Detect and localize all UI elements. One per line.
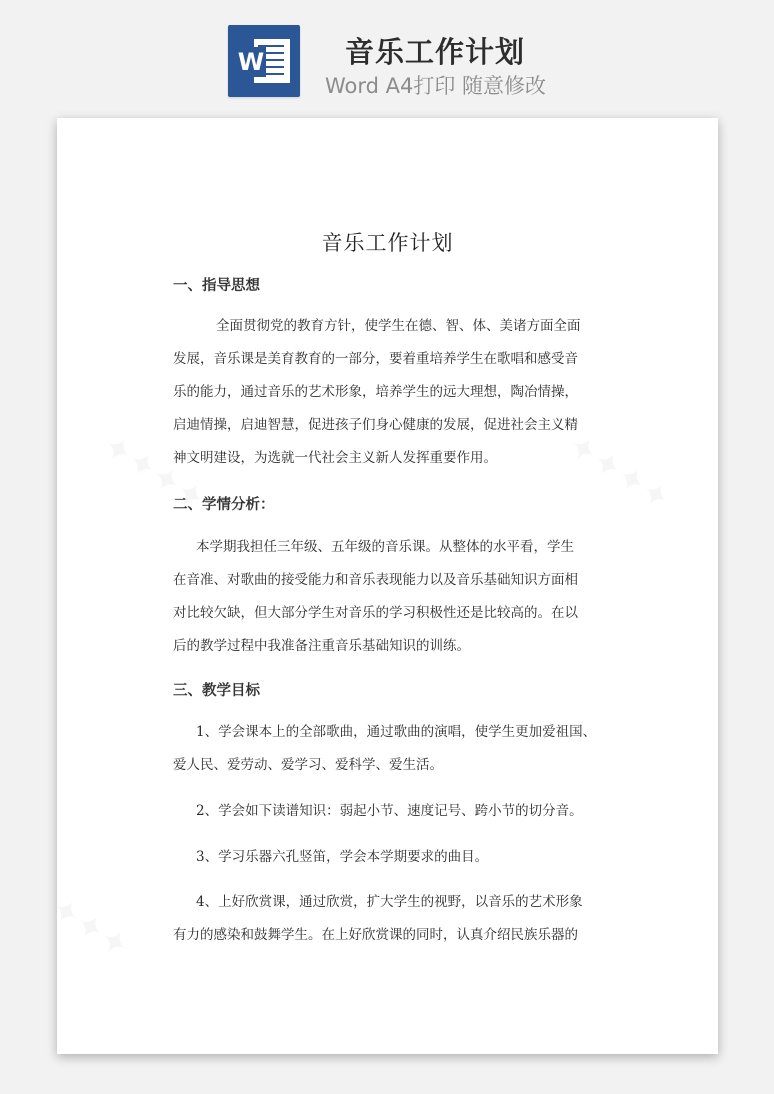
paragraph-line: 4、上好欣赏课，通过欣赏，扩大学生的视野，以音乐的艺术形象: [196, 894, 583, 910]
paragraph-line: 乐的能力，通过音乐的艺术形象，培养学生的远大理想，陶冶情操，: [173, 384, 578, 400]
page-header: [0, 0, 774, 118]
word-logo-icon: [228, 25, 300, 97]
header-subtitle: Word A4打印 随意修改: [325, 74, 547, 98]
paragraph-line: 本学期我担任三年级、五年级的音乐课。从整体的水平看，学生: [196, 539, 574, 555]
paragraph: [173, 795, 605, 828]
section-heading: 一、指导思想: [173, 278, 260, 294]
paragraph-line: 爱人民、爱劳动、爱学习、爱科学、爱生活。: [173, 757, 443, 773]
paragraph-line: 2、学会如下读谱知识：弱起小节、速度记号、跨小节的切分音。: [196, 803, 583, 819]
paragraph: [173, 531, 605, 663]
section-heading: 二、学情分析：: [173, 497, 275, 513]
paragraph: [173, 716, 605, 782]
watermark: [57, 888, 137, 967]
paragraph-line: 对比较欠缺，但大部分学生对音乐的学习积极性还是比较高的。在以: [173, 605, 578, 621]
paragraph: [173, 886, 605, 952]
paragraph-line: 后的教学过程中我准备注重音乐基础知识的训练。: [173, 638, 470, 654]
paragraph-line: 神文明建设，为选就一代社会主义新人发挥重要作用。: [173, 450, 497, 466]
header-title: 音乐工作计划: [345, 35, 526, 69]
paragraph: [173, 841, 605, 874]
paragraph-line: 在音准、对歌曲的接受能力和音乐表现能力以及音乐基础知识方面相: [173, 572, 578, 588]
paragraph-line: 有力的感染和鼓舞学生。在上好欣赏课的同时，认真介绍民族乐器的: [173, 927, 578, 943]
paragraph-line: 启迪情操，启迪智慧，促进孩子们身心健康的发展，促进社会主义精: [173, 417, 578, 433]
document-page: [57, 118, 718, 1054]
document-title: 音乐工作计划: [321, 231, 454, 255]
word-logo-letter: W: [237, 48, 265, 76]
paragraph-line: 3、学习乐器六孔竖笛，学会本学期要求的曲目。: [196, 849, 489, 865]
paragraph-line: 发展，音乐课是美育教育的一部分，要着重培养学生在歌唱和感受音: [173, 351, 578, 367]
paragraph: [173, 310, 605, 475]
section-heading: 三、教学目标: [173, 683, 260, 699]
paragraph-line: 全面贯彻党的教育方针，使学生在德、智、体、美诸方面全面: [216, 318, 581, 334]
paragraph-line: 1、学会课本上的全部歌曲，通过歌曲的演唱，使学生更加爱祖国、: [196, 724, 597, 740]
